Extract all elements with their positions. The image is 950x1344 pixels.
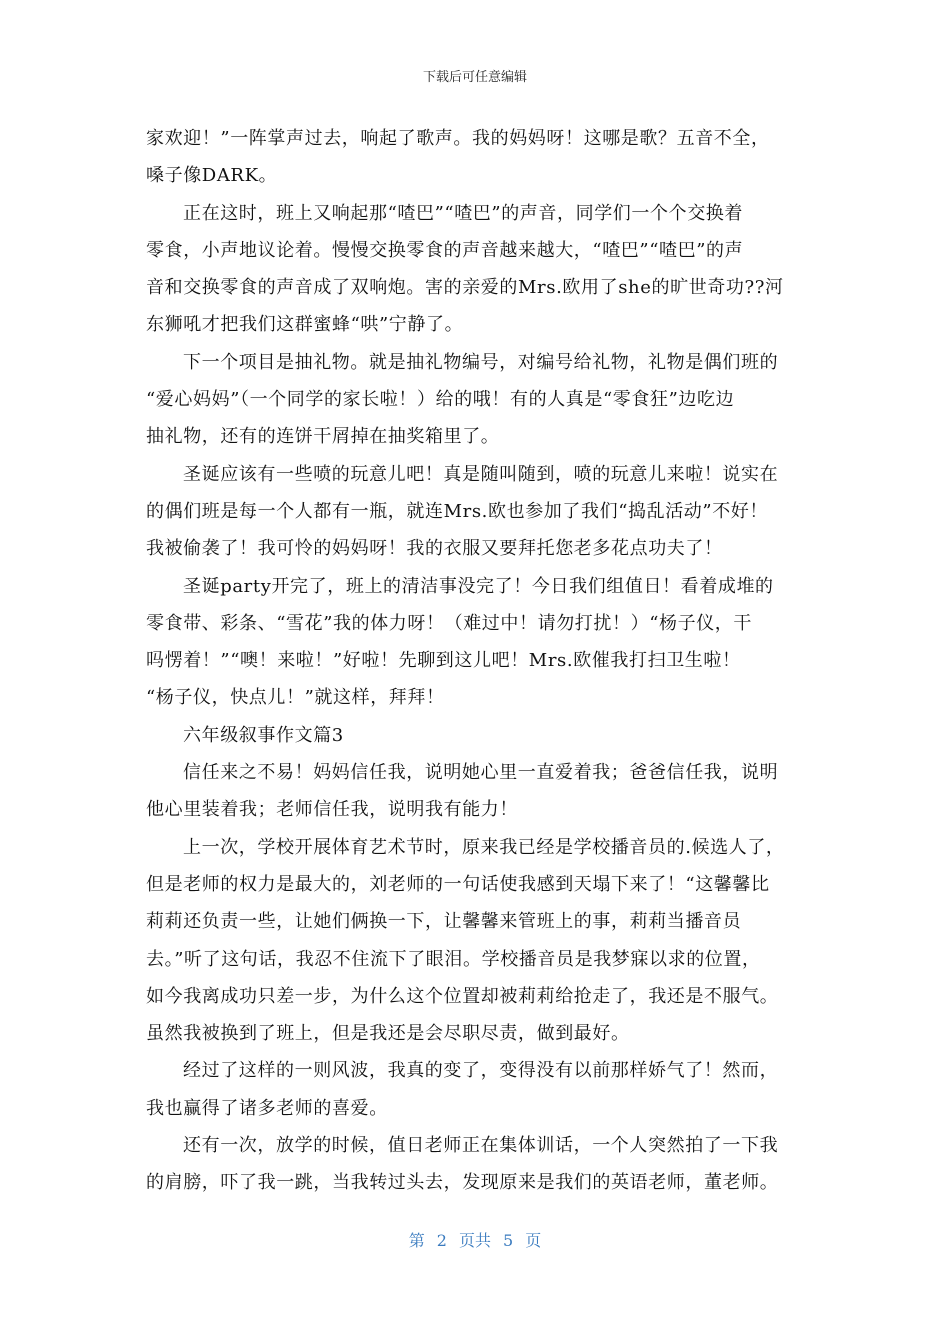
text-line: 的肩膀，吓了我一跳，当我转过头去，发现原来是我们的英语老师，董老师。 <box>146 1172 779 1194</box>
text-line: 家欢迎！”一阵掌声过去，响起了歌声。我的妈妈呀！这哪是歌？五音不全， <box>146 128 770 149</box>
document-body <box>146 120 808 1202</box>
text-line: 还有一次，放学的时候，值日老师正在集体训话，一个人突然拍了一下我 <box>183 1135 779 1157</box>
text-line: 上一次，学校开展体育艺术节时，原来我已经是学校播音员的.候选人了， <box>183 836 785 858</box>
text-line: “杨子仪，快点儿！”就这样，拜拜！ <box>146 687 445 709</box>
page-footer <box>0 1228 950 1251</box>
text-line: 零食带、彩条、“雪花”我的体力呀！（难过中！请勿打扰！）“杨子仪，干 <box>146 612 753 634</box>
text-line: 吗愣着！”“噢！来啦！”好啦！先聊到这儿吧！Mrs.欧催我打扫卫生啦！ <box>146 650 741 672</box>
text-line: 他心里装着我；老师信任我，说明我有能力！ <box>146 799 518 821</box>
page-header: 下载后可任意编辑 <box>422 70 527 85</box>
text-line: 去。”听了这句话，我忍不住流下了眼泪。学校播音员是我梦寐以求的位置， <box>146 948 761 970</box>
footer-page-number: 2 <box>436 1231 447 1250</box>
text-line: 莉莉还负责一些，让她们俩换一下，让馨馨来管班上的事，莉莉当播音员 <box>146 911 742 933</box>
text-line: 抽礼物，还有的连饼干屑掉在抽奖箱里了。 <box>146 426 500 448</box>
text-line: 圣诞应该有一些喷的玩意儿吧！真是随叫随到，喷的玩意儿来啦！说实在 <box>183 463 779 485</box>
text-line: 零食，小声地议论着。慢慢交换零食的声音越来越大，“喳巴”“喳巴”的声 <box>146 239 744 261</box>
text-line: 但是老师的权力是最大的，刘老师的一句话使我感到天塌下来了！“这馨馨比 <box>146 873 770 895</box>
text-line: 虽然我被换到了班上，但是我还是会尽职尽责，做到最好。 <box>146 1023 630 1045</box>
text-line: 东狮吼才把我们这群蜜蜂“哄”宁静了。 <box>146 314 464 336</box>
footer-of-label: 页共 <box>458 1231 491 1250</box>
footer-end-label: 页 <box>525 1231 542 1250</box>
text-line: “爱心妈妈”（一个同学的家长啦！）给的哦！有的人真是“零食狂”边吃边 <box>146 389 735 411</box>
footer-page-label: 第 <box>408 1231 425 1250</box>
text-line: 六年级叙事作文篇3 <box>183 724 344 746</box>
text-line: 我也赢得了诸多老师的喜爱。 <box>146 1097 388 1119</box>
text-line: 我被偷袭了！我可怜的妈妈呀！我的衣服又要拜托您老多花点功夫了！ <box>146 538 723 560</box>
footer-total-pages: 5 <box>503 1231 514 1250</box>
text-line: 信任来之不易！妈妈信任我，说明她心里一直爱着我；爸爸信任我，说明 <box>183 762 779 784</box>
text-line: 音和交换零食的声音成了双响炮。害的亲爱的Mrs.欧用了she的旷世奇功??河 <box>146 277 784 299</box>
text-line: 经过了这样的一则风波，我真的变了，变得没有以前那样娇气了！然而， <box>183 1060 779 1082</box>
text-line: 下一个项目是抽礼物。就是抽礼物编号，对编号给礼物，礼物是偶们班的 <box>183 351 779 373</box>
text-line: 圣诞party开完了，班上的清洁事没完了！今日我们组值日！看着成堆的 <box>183 575 774 597</box>
text-line: 正在这时，班上又响起那“喳巴”“喳巴”的声音，同学们一个个交换着 <box>183 202 744 224</box>
text-line: 的偶们班是每一个人都有一瓶，就连Mrs.欧也参加了我们“捣乱活动”不好！ <box>146 500 768 522</box>
text-line: 嗓子像DARK。 <box>146 165 278 187</box>
text-line: 如今我离成功只差一步，为什么这个位置却被莉莉给抢走了，我还是不服气。 <box>146 985 779 1007</box>
